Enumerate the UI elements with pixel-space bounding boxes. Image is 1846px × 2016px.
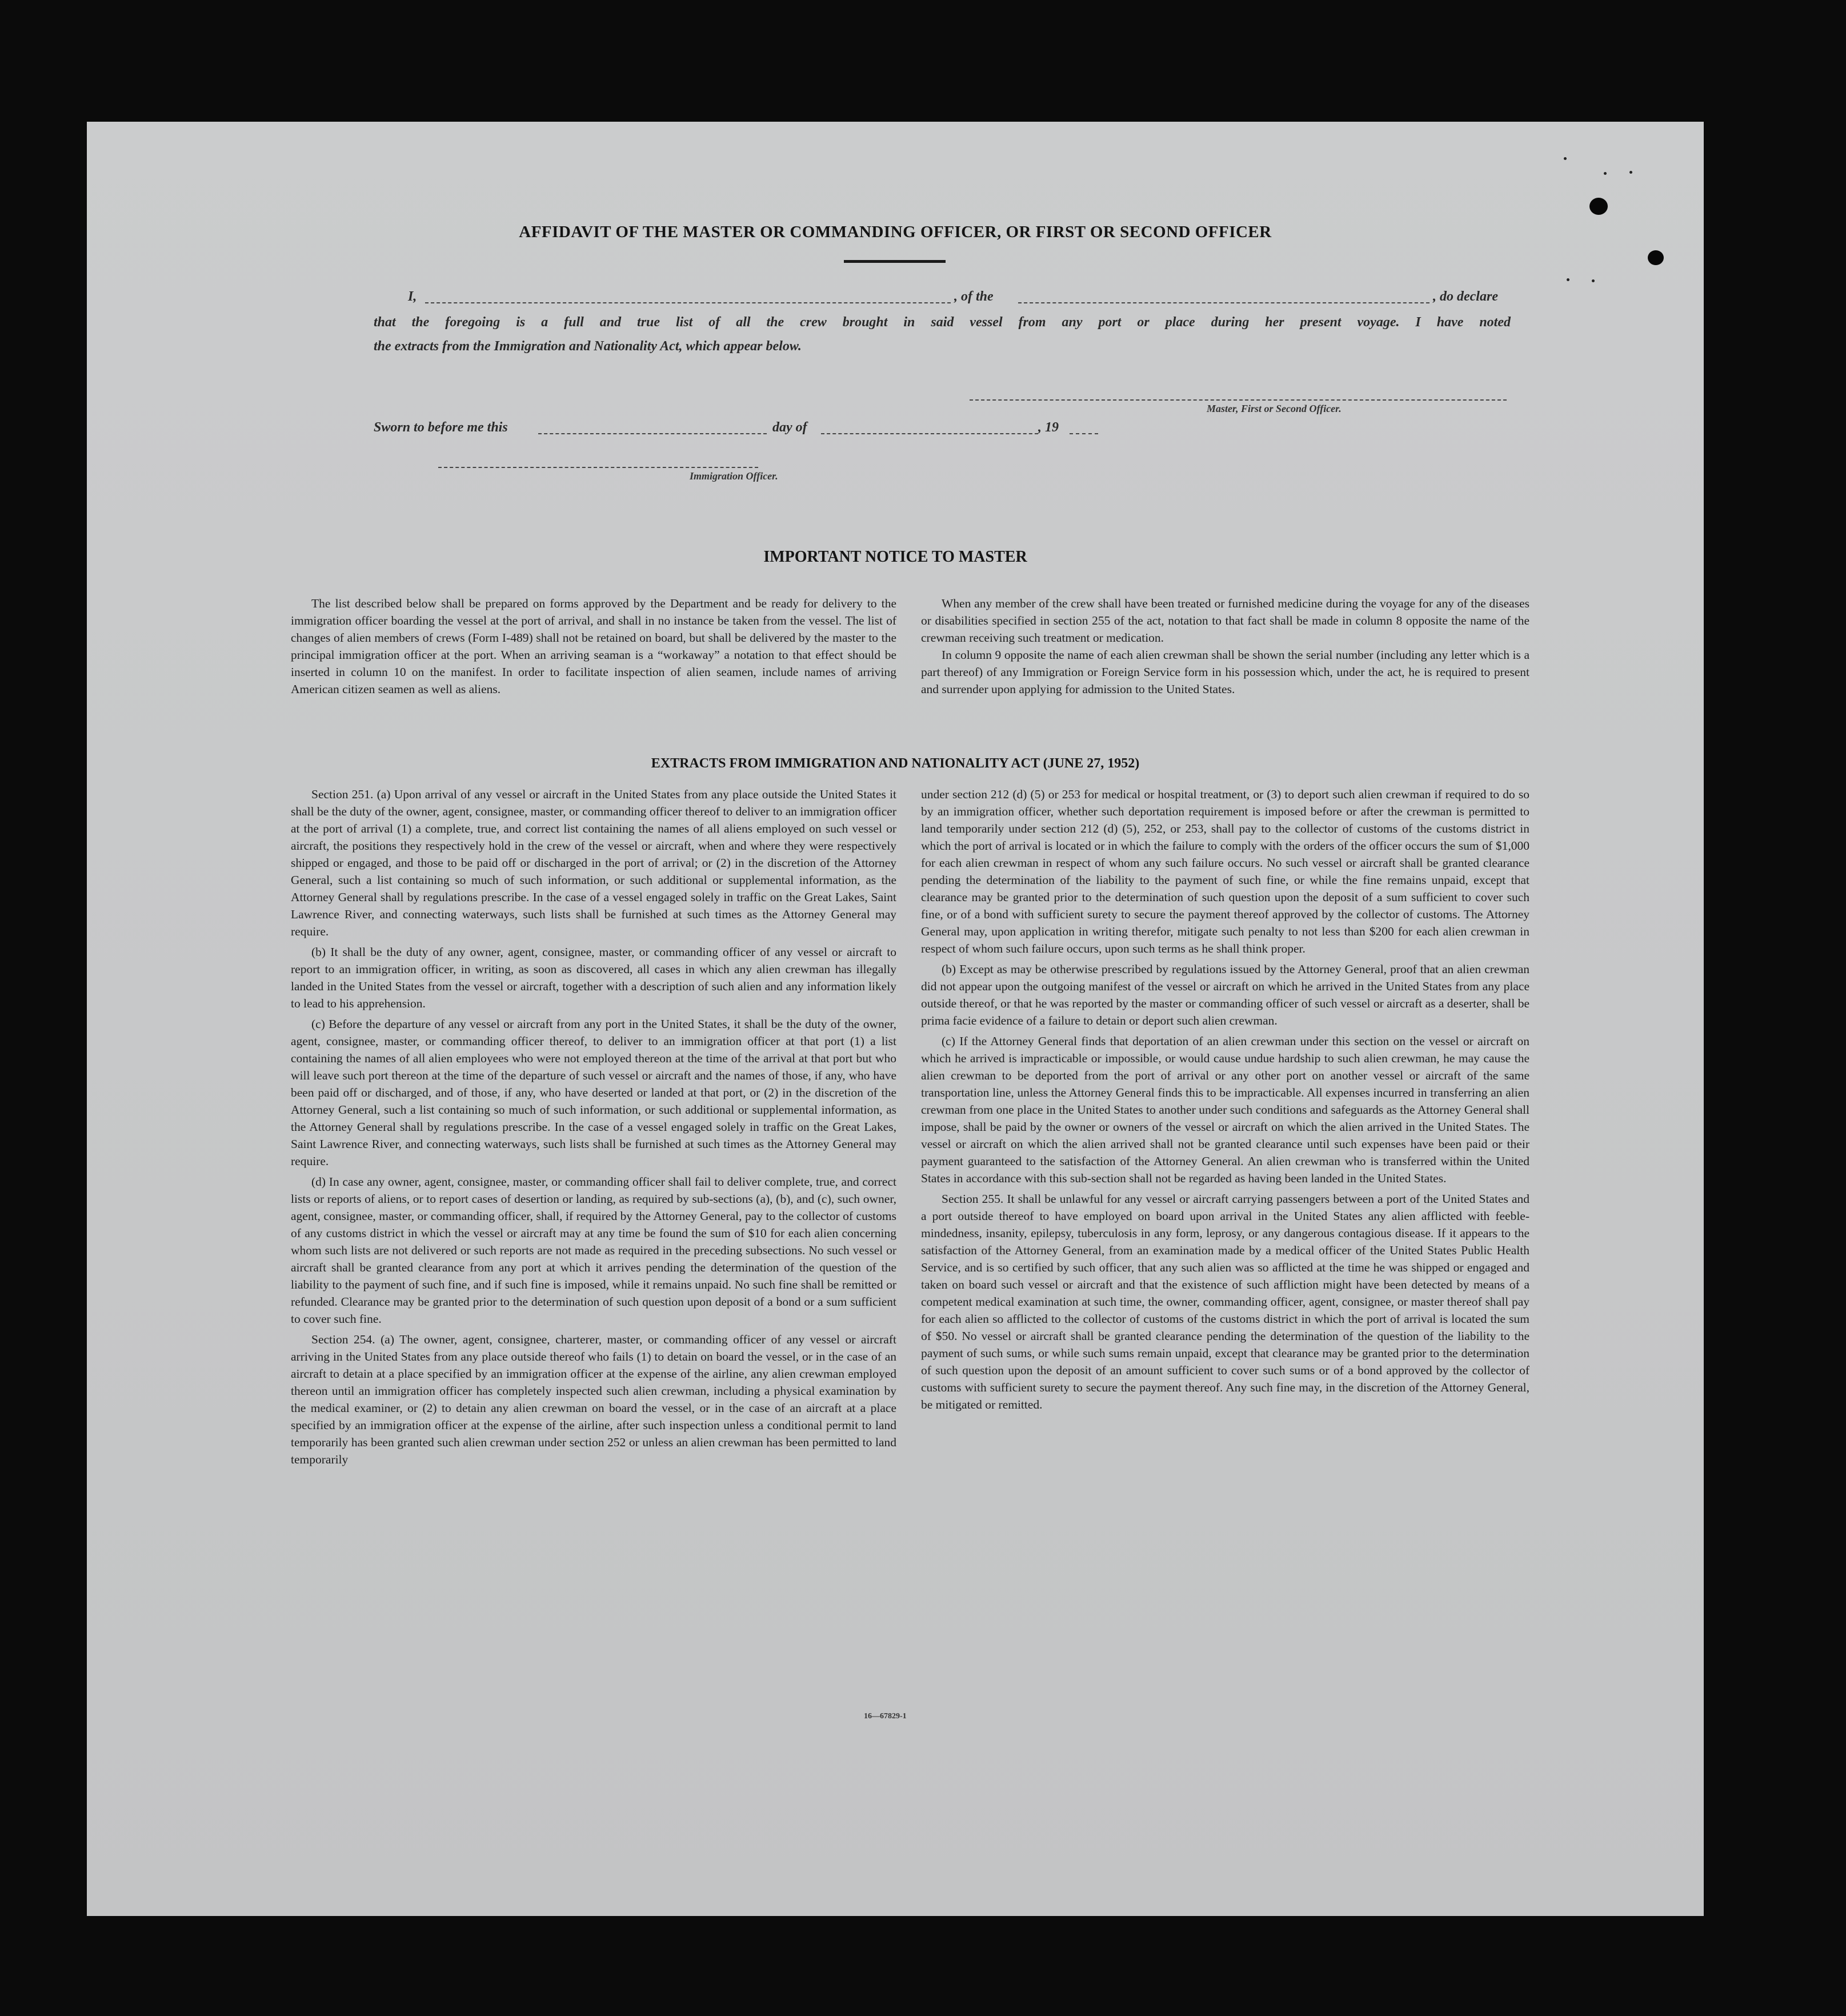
extracts-left-column bbox=[291, 786, 896, 1471]
extract-paragraph: (c) Before the departure of any vessel or aircraft from any port in the United States, it shall be the duty of the owner, agent, consignee, master, or commanding officer thereof, to deliver to an immigration officer at that port (1) a list containing the names of all alien employees who were not employed thereon at the time of the arrival at that port but who will leave such port thereon at the time of the departure of such vessel or aircraft and the names of those, if any, who have been paid off or discharged, and of those, if any, who have deserted or landed at that port, or (2) in the discretion of the Attorney General, such a list containing so much of such information, or such additional or supplemental information, as the Attorney General shall by regulations prescribe. In the case of a vessel engaged solely in traffic on the Great Lakes, Saint Lawrence River, and connecting waterways, such lists shall be furnished at such times as the Attorney General may require. bbox=[291, 1017, 896, 1168]
sworn-label: Sworn to before me this bbox=[374, 420, 508, 435]
master-signature-line bbox=[970, 399, 1507, 401]
sworn-month-blank bbox=[821, 433, 1038, 434]
vessel-blank bbox=[1018, 302, 1429, 303]
ink-blot bbox=[1589, 198, 1608, 215]
notice-right-column bbox=[921, 595, 1529, 698]
i-label: I, bbox=[408, 289, 417, 304]
extracts-title: EXTRACTS FROM IMMIGRATION AND NATIONALITY ACT (JUNE 27, 1952) bbox=[651, 756, 1140, 771]
scan-speck bbox=[1567, 278, 1569, 281]
document-sheet bbox=[87, 122, 1704, 1916]
officer-caption: Immigration Officer. bbox=[690, 470, 778, 482]
extract-paragraph: (d) In case any owner, agent, consignee, master, or commanding officer shall fail to deliver complete, true, and correct lists or reports of aliens, or to report cases of desertion or landing, as required by sub-sections (a), (b), and (c), such owner, agent, consignee, master, or commanding officer, shall, if required by the Attorney General, pay to the collector of customs of any customs district in which the vessel or aircraft may at any time be found the sum of $10 for each alien concerning whom such lists are not delivered or such reports are not made as required in the preceding subsections. No such vessel or aircraft shall be granted clearance from any port at which it arrives pending the determination of the question of the liability to the payment of such fine, and if such fine is imposed, while it remains unpaid. No such fine shall be remitted or refunded. Clearance may be granted prior to the determination of such question upon deposit of a bond or a sum sufficient to cover such fine. bbox=[291, 1175, 896, 1326]
extract-paragraph: under section 212 (d) (5) or 253 for medical or hospital treatment, or (3) to deport such alien crewman if required to do so by an immigration officer, whether such deportation requirement is imposed before or after the crewman is permitted to land temporarily under section 212 (d) (5), 252, or 253, shall pay to the collector of customs of the customs district in which the port of arrival is located or in which the failure to comply with the orders of the officer occurs the sum of $1,000 for each alien crewman in respect of whom any such failure occurs. No such vessel or aircraft shall be granted clearance pending the determination of the liability to the payment of such fine, or while the fine remains unpaid, except that clearance may be granted prior to the determination of such question upon the deposit of a sum sufficient to cover such fine, or of a bond with sufficient surety to secure the payment thereof approved by the collector of customs. The Attorney General may, upon application in writing therefor, mitigate such penalty to not less than $200 for each alien crewman in respect of whom such failure occurs, upon such terms as he shall think proper. bbox=[921, 787, 1529, 955]
scan-speck bbox=[1592, 279, 1595, 282]
extract-paragraph: (c) If the Attorney General finds that deportation of an alien crewman under this section on the vessel or aircraft on which he arrived is impracticable or impossible, or would cause undue hardship to such alien crewman, he may cause the alien crewman to be deported from the port of arrival or any other port on another vessel or aircraft of the same transportation line, unless the Attorney General finds this to be impracticable. All expenses incurred in transferring an alien crewman from one place in the United States to another under such conditions and safeguards as the Attorney General shall impose, shall be paid by the owner or owners of the vessel or aircraft on which the alien arrived in the United States. The vessel or aircraft on which the alien arrived shall not be granted clearance until such expenses have been paid or their payment guaranteed to the satisfaction of the Attorney General. An alien crewman who is transferred within the United States in accordance with this sub-section shall not be regarded as having been landed in the United States. bbox=[921, 1034, 1529, 1185]
scan-speck bbox=[1629, 171, 1632, 174]
scan-speck bbox=[1604, 172, 1607, 175]
declaration-line-2: the extracts from the Immigration and Nationality Act, which appear below. bbox=[374, 339, 802, 354]
sworn-day-blank bbox=[538, 433, 767, 434]
notice-right-paragraph-1: When any member of the crew shall have been treated or furnished medicine during the voyage for any of the diseases or disabilities specified in section 255 of the act, notation to that fact shall be made in column 8 opposite the name of the crewman receiving such treatment or medication. bbox=[921, 597, 1529, 645]
extract-paragraph: Section 251. (a) Upon arrival of any vessel or aircraft in the United States from any place outside the United States it shall be the duty of the owner, agent, consignee, master, or commanding officer thereof to deliver to an immigration officer at the port of arrival (1) a complete, true, and correct list containing the names of all aliens employed on such vessel or aircraft, the positions they respectively hold in the crew of the vessel or aircraft, when and where they were respectively shipped or engaged, and those to be paid off or discharged in the port of arrival; or (2) in the discretion of the Attorney General, such a list containing so much of such information, or such additional or supplemental information, as the Attorney General shall by regulations prescribe. In the case of a vessel engaged solely in traffic on the Great Lakes, Saint Lawrence River, and connecting waterways, such lists shall be furnished at such times as the Attorney General may require. bbox=[291, 787, 896, 938]
officer-signature-line bbox=[438, 467, 758, 468]
of-the-label: , of the bbox=[954, 289, 994, 304]
affidavit-title: AFFIDAVIT OF THE MASTER OR COMMANDING OFFICER, OR FIRST OR SECOND OFFICER bbox=[519, 223, 1272, 241]
declaration-line-1: that the foregoing is a full and true list of all the crew brought in said vessel from any port or place during her present voyage. I have noted bbox=[374, 315, 1511, 330]
do-declare-label: , do declare bbox=[1433, 289, 1498, 304]
scan-speck bbox=[1564, 157, 1567, 160]
notice-left-column bbox=[291, 595, 896, 698]
extract-paragraph: (b) Except as may be otherwise prescribed by regulations issued by the Attorney General, proof that an alien crewman did not appear upon the outgoing manifest of the vessel or aircraft on which he arrived in the United States from any place outside thereof, or that he was reported by the master or commanding officer of such vessel or aircraft as a deserter, shall be prima facie evidence of a failure to detain or deport such alien crewman. bbox=[921, 962, 1529, 1027]
notice-left-paragraph: The list described below shall be prepared on forms approved by the Department and be ready for delivery to the immigration officer boarding the vessel at the port of arrival, and shall in no instance be taken from the vessel. The list of changes of alien members of crews (Form I-489) shall not be retained on board, but shall be delivered by the master to the principal immigration officer at the port. When an arriving seaman is a “workaway” a notation to that effect should be inserted in column 10 on the manifest. In order to facilitate inspection of alien seamen, include names of arriving American citizen seamen as well as aliens. bbox=[291, 597, 896, 696]
master-caption: Master, First or Second Officer. bbox=[1207, 403, 1342, 414]
extract-paragraph: Section 255. It shall be unlawful for any vessel or aircraft carrying passengers between a port of the United States and a port outside thereof to have employed on board upon arrival in the United States any alien afflicted with feeble-mindedness, insanity, epilepsy, tuberculosis in any form, leprosy, or any dangerous contagious disease. If it appears to the satisfaction of the Attorney General, from an examination made by a medical officer of the United States Public Health Service, and is so certified by such officer, that any such alien was so afflicted at the time he was shipped or engaged and taken on board such vessel or aircraft and that the existence of such affliction might have been detected by means of a competent medical examination at such time, the owner, commanding officer, agent, consignee, or master thereof shall pay for each alien so afflicted to the collector of customs of the customs district in which the port of arrival is located the sum of $50. No vessel or aircraft shall be granted clearance pending the determination of the question of the liability to the payment of such sums, or while such sums remain unpaid, except that clearance may be granted prior to the determination of such question upon the deposit of an amount sufficient to cover such sums or of a bond approved by the collector of customs with sufficient surety to secure the payment thereof. Any such fine may, in the discretion of the Attorney General, be mitigated or remitted. bbox=[921, 1192, 1529, 1411]
notice-right-paragraph-2: In column 9 opposite the name of each alien crewman shall be shown the serial number (including any letter which is a part thereof) of any Immigration or Foreign Service form in his possession which, under the act, he is required to present and surrender upon applying for admission to the United States. bbox=[921, 648, 1529, 696]
extract-paragraph: (b) It shall be the duty of any owner, agent, consignee, master, or commanding officer of any vessel or aircraft to report to an immigration officer, in writing, as soon as discovered, all cases in which any alien crewman has illegally landed in the United States from the vessel or aircraft, together with a description of such alien and any information likely to lead to his apprehension. bbox=[291, 945, 896, 1010]
name-blank bbox=[425, 302, 951, 303]
year-label: , 19 bbox=[1038, 420, 1059, 435]
title-rule bbox=[844, 260, 946, 263]
extracts-right-column bbox=[921, 786, 1529, 1417]
form-number: 16—67829-1 bbox=[864, 1712, 907, 1721]
day-of-label: day of bbox=[772, 420, 807, 435]
extract-paragraph: Section 254. (a) The owner, agent, consignee, charterer, master, or commanding officer of any vessel or aircraft arriving in the United States from any place outside thereof who fails (1) to detain on board the vessel, or in the case of an aircraft to detain at a place specified by an immigration officer at the expense of the airline, any alien crewman employed thereon until an immigration officer has completely inspected such alien crewman, including a physical examination by the medical examiner, or (2) to detain any alien crewman on board the vessel, or in the case of an aircraft at a place specified by an immigration officer at the expense of the airline, after such inspection unless a conditional permit to land temporarily has been granted such alien crewman under section 252 or unless an alien crewman has been permitted to land temporarily bbox=[291, 1333, 896, 1466]
ink-blot bbox=[1648, 250, 1664, 265]
sworn-year-blank bbox=[1070, 433, 1098, 434]
notice-title: IMPORTANT NOTICE TO MASTER bbox=[763, 548, 1027, 566]
